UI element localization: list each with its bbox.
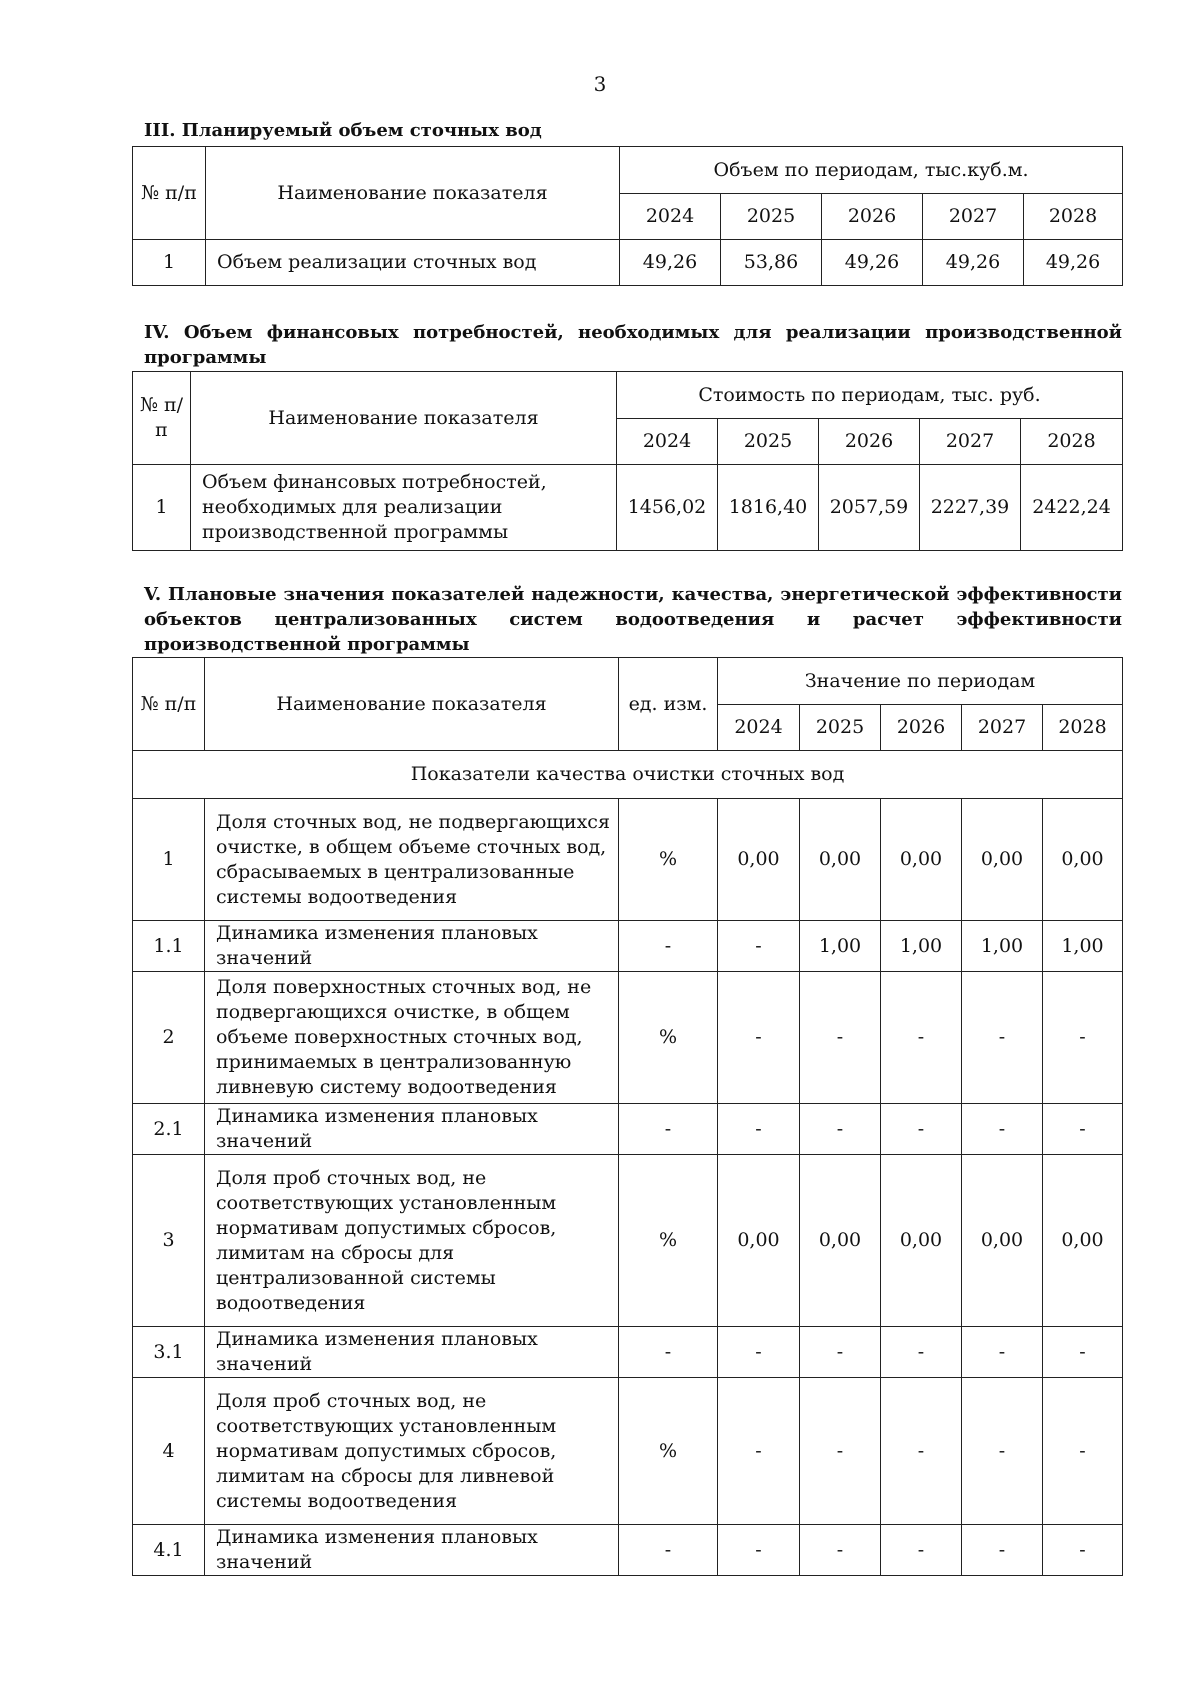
row-value: 0,00 [718, 1155, 800, 1327]
row-value: 2057,59 [819, 465, 920, 551]
row-value: - [718, 1104, 800, 1155]
row-name: Динамика изменения плановых значений [205, 1327, 619, 1378]
row-value: 2422,24 [1021, 465, 1123, 551]
table-row [133, 240, 1123, 286]
row-value: - [718, 1525, 800, 1576]
row-name: Доля поверхностных сточных вод, не подвергающихся очистке, в общем объеме поверхностных сточных вод, принимаемых в централизованную ливневую систему водоотведения [205, 972, 619, 1104]
row-name: Объем реализации сточных вод [206, 240, 620, 286]
table-row [133, 1155, 1123, 1327]
row-value: 49,26 [1024, 240, 1123, 286]
row-value: - [881, 1525, 962, 1576]
row-value: 0,00 [718, 799, 800, 921]
year-header: 2028 [1021, 419, 1123, 465]
row-value: - [881, 1104, 962, 1155]
row-value: - [1043, 1327, 1123, 1378]
year-header: 2025 [718, 419, 819, 465]
row-value: 0,00 [800, 1155, 881, 1327]
year-header: 2028 [1043, 705, 1123, 751]
row-num: 2.1 [133, 1104, 205, 1155]
row-value: - [718, 921, 800, 972]
row-num: 1 [133, 465, 191, 551]
row-num: 4.1 [133, 1525, 205, 1576]
section-3-table [132, 146, 1123, 286]
col-num-header: № п/п [133, 372, 191, 465]
year-header: 2026 [819, 419, 920, 465]
row-value: - [718, 972, 800, 1104]
year-header: 2026 [881, 705, 962, 751]
row-num: 2 [133, 972, 205, 1104]
section-4-title: IV. Объем финансовых потребностей, необходимых для реализации производственной программы [144, 322, 1122, 368]
row-value: - [1043, 1104, 1123, 1155]
row-value: - [962, 1327, 1043, 1378]
year-header: 2025 [721, 194, 822, 240]
row-value: 0,00 [881, 1155, 962, 1327]
row-value: - [962, 1104, 1043, 1155]
col-name-header: Наименование показателя [205, 658, 619, 751]
year-header: 2026 [822, 194, 923, 240]
year-header: 2025 [800, 705, 881, 751]
row-value: - [800, 1525, 881, 1576]
row-value: 1,00 [1043, 921, 1123, 972]
row-unit: % [619, 799, 718, 921]
row-value: - [718, 1327, 800, 1378]
row-value: 0,00 [962, 799, 1043, 921]
col-name-header: Наименование показателя [191, 372, 617, 465]
row-num: 3 [133, 1155, 205, 1327]
row-value: 1,00 [881, 921, 962, 972]
row-value: - [1043, 1525, 1123, 1576]
row-value: 0,00 [1043, 799, 1123, 921]
section-3-title: III. Планируемый объем сточных вод [144, 120, 542, 141]
row-name: Динамика изменения плановых значений [205, 921, 619, 972]
row-value: 1,00 [962, 921, 1043, 972]
row-value: 49,26 [620, 240, 721, 286]
row-name: Объем финансовых потребностей, необходимых для реализации производственной программы [191, 465, 617, 551]
row-unit: % [619, 972, 718, 1104]
table-row [133, 1378, 1123, 1525]
col-group-header: Значение по периодам [718, 658, 1123, 705]
col-unit-header: ед. изм. [619, 658, 718, 751]
year-header: 2028 [1024, 194, 1123, 240]
table-row [133, 1525, 1123, 1576]
row-value: - [881, 1327, 962, 1378]
year-header: 2024 [718, 705, 800, 751]
row-value: - [800, 1327, 881, 1378]
row-value: 49,26 [923, 240, 1024, 286]
row-name: Динамика изменения плановых значений [205, 1104, 619, 1155]
row-value: 53,86 [721, 240, 822, 286]
row-value: 49,26 [822, 240, 923, 286]
row-unit: % [619, 1378, 718, 1525]
row-value: - [962, 1378, 1043, 1525]
row-name: Доля проб сточных вод, не соответствующих установленным нормативам допустимых сбросов, лимитам на сбросы для централизованной системы водоотведения [205, 1155, 619, 1327]
row-value: 0,00 [800, 799, 881, 921]
year-header: 2024 [620, 194, 721, 240]
page-number: 3 [593, 72, 607, 96]
col-num-header: № п/п [133, 658, 205, 751]
row-value: - [1043, 972, 1123, 1104]
year-header: 2027 [962, 705, 1043, 751]
section-4-table [132, 371, 1123, 551]
row-value: - [881, 972, 962, 1104]
row-unit: - [619, 1525, 718, 1576]
row-unit: % [619, 1155, 718, 1327]
row-value: - [718, 1378, 800, 1525]
year-header: 2027 [923, 194, 1024, 240]
row-value: - [881, 1378, 962, 1525]
row-unit: - [619, 921, 718, 972]
table-subheader: Показатели качества очистки сточных вод [133, 751, 1123, 799]
row-unit: - [619, 1327, 718, 1378]
section-5-table [132, 657, 1123, 1576]
row-value: - [800, 1378, 881, 1525]
row-value: - [800, 1104, 881, 1155]
col-name-header: Наименование показателя [206, 147, 620, 240]
row-value: 1456,02 [617, 465, 718, 551]
row-unit: - [619, 1104, 718, 1155]
row-name: Доля проб сточных вод, не соответствующих установленным нормативам допустимых сбросов, лимитам на сбросы для ливневой системы водоотведения [205, 1378, 619, 1525]
year-header: 2024 [617, 419, 718, 465]
row-value: - [962, 972, 1043, 1104]
year-header: 2027 [920, 419, 1021, 465]
row-value: - [800, 972, 881, 1104]
col-num-header: № п/п [133, 147, 206, 240]
row-num: 1 [133, 240, 206, 286]
table-row [133, 921, 1123, 972]
table-row [133, 1104, 1123, 1155]
row-value: 2227,39 [920, 465, 1021, 551]
row-value: 0,00 [881, 799, 962, 921]
row-value: 1,00 [800, 921, 881, 972]
row-name: Динамика изменения плановых значений [205, 1525, 619, 1576]
table-row [133, 799, 1123, 921]
row-value: - [962, 1525, 1043, 1576]
table-row [133, 972, 1123, 1104]
row-num: 1.1 [133, 921, 205, 972]
table-row [133, 1327, 1123, 1378]
col-group-header: Стоимость по периодам, тыс. руб. [617, 372, 1123, 419]
row-num: 1 [133, 799, 205, 921]
col-group-header: Объем по периодам, тыс.куб.м. [620, 147, 1123, 194]
row-value: 0,00 [1043, 1155, 1123, 1327]
row-name: Доля сточных вод, не подвергающихся очистке, в общем объеме сточных вод, сбрасываемых в централизованные системы водоотведения [205, 799, 619, 921]
section-5-title: V. Плановые значения показателей надежности, качества, энергетической эффективности объектов централизованных систем водоотведения и расчет эффективности производственной программы [144, 584, 1122, 655]
row-num: 4 [133, 1378, 205, 1525]
row-num: 3.1 [133, 1327, 205, 1378]
row-value: 0,00 [962, 1155, 1043, 1327]
row-value: - [1043, 1378, 1123, 1525]
row-value: 1816,40 [718, 465, 819, 551]
table-row [133, 465, 1123, 551]
